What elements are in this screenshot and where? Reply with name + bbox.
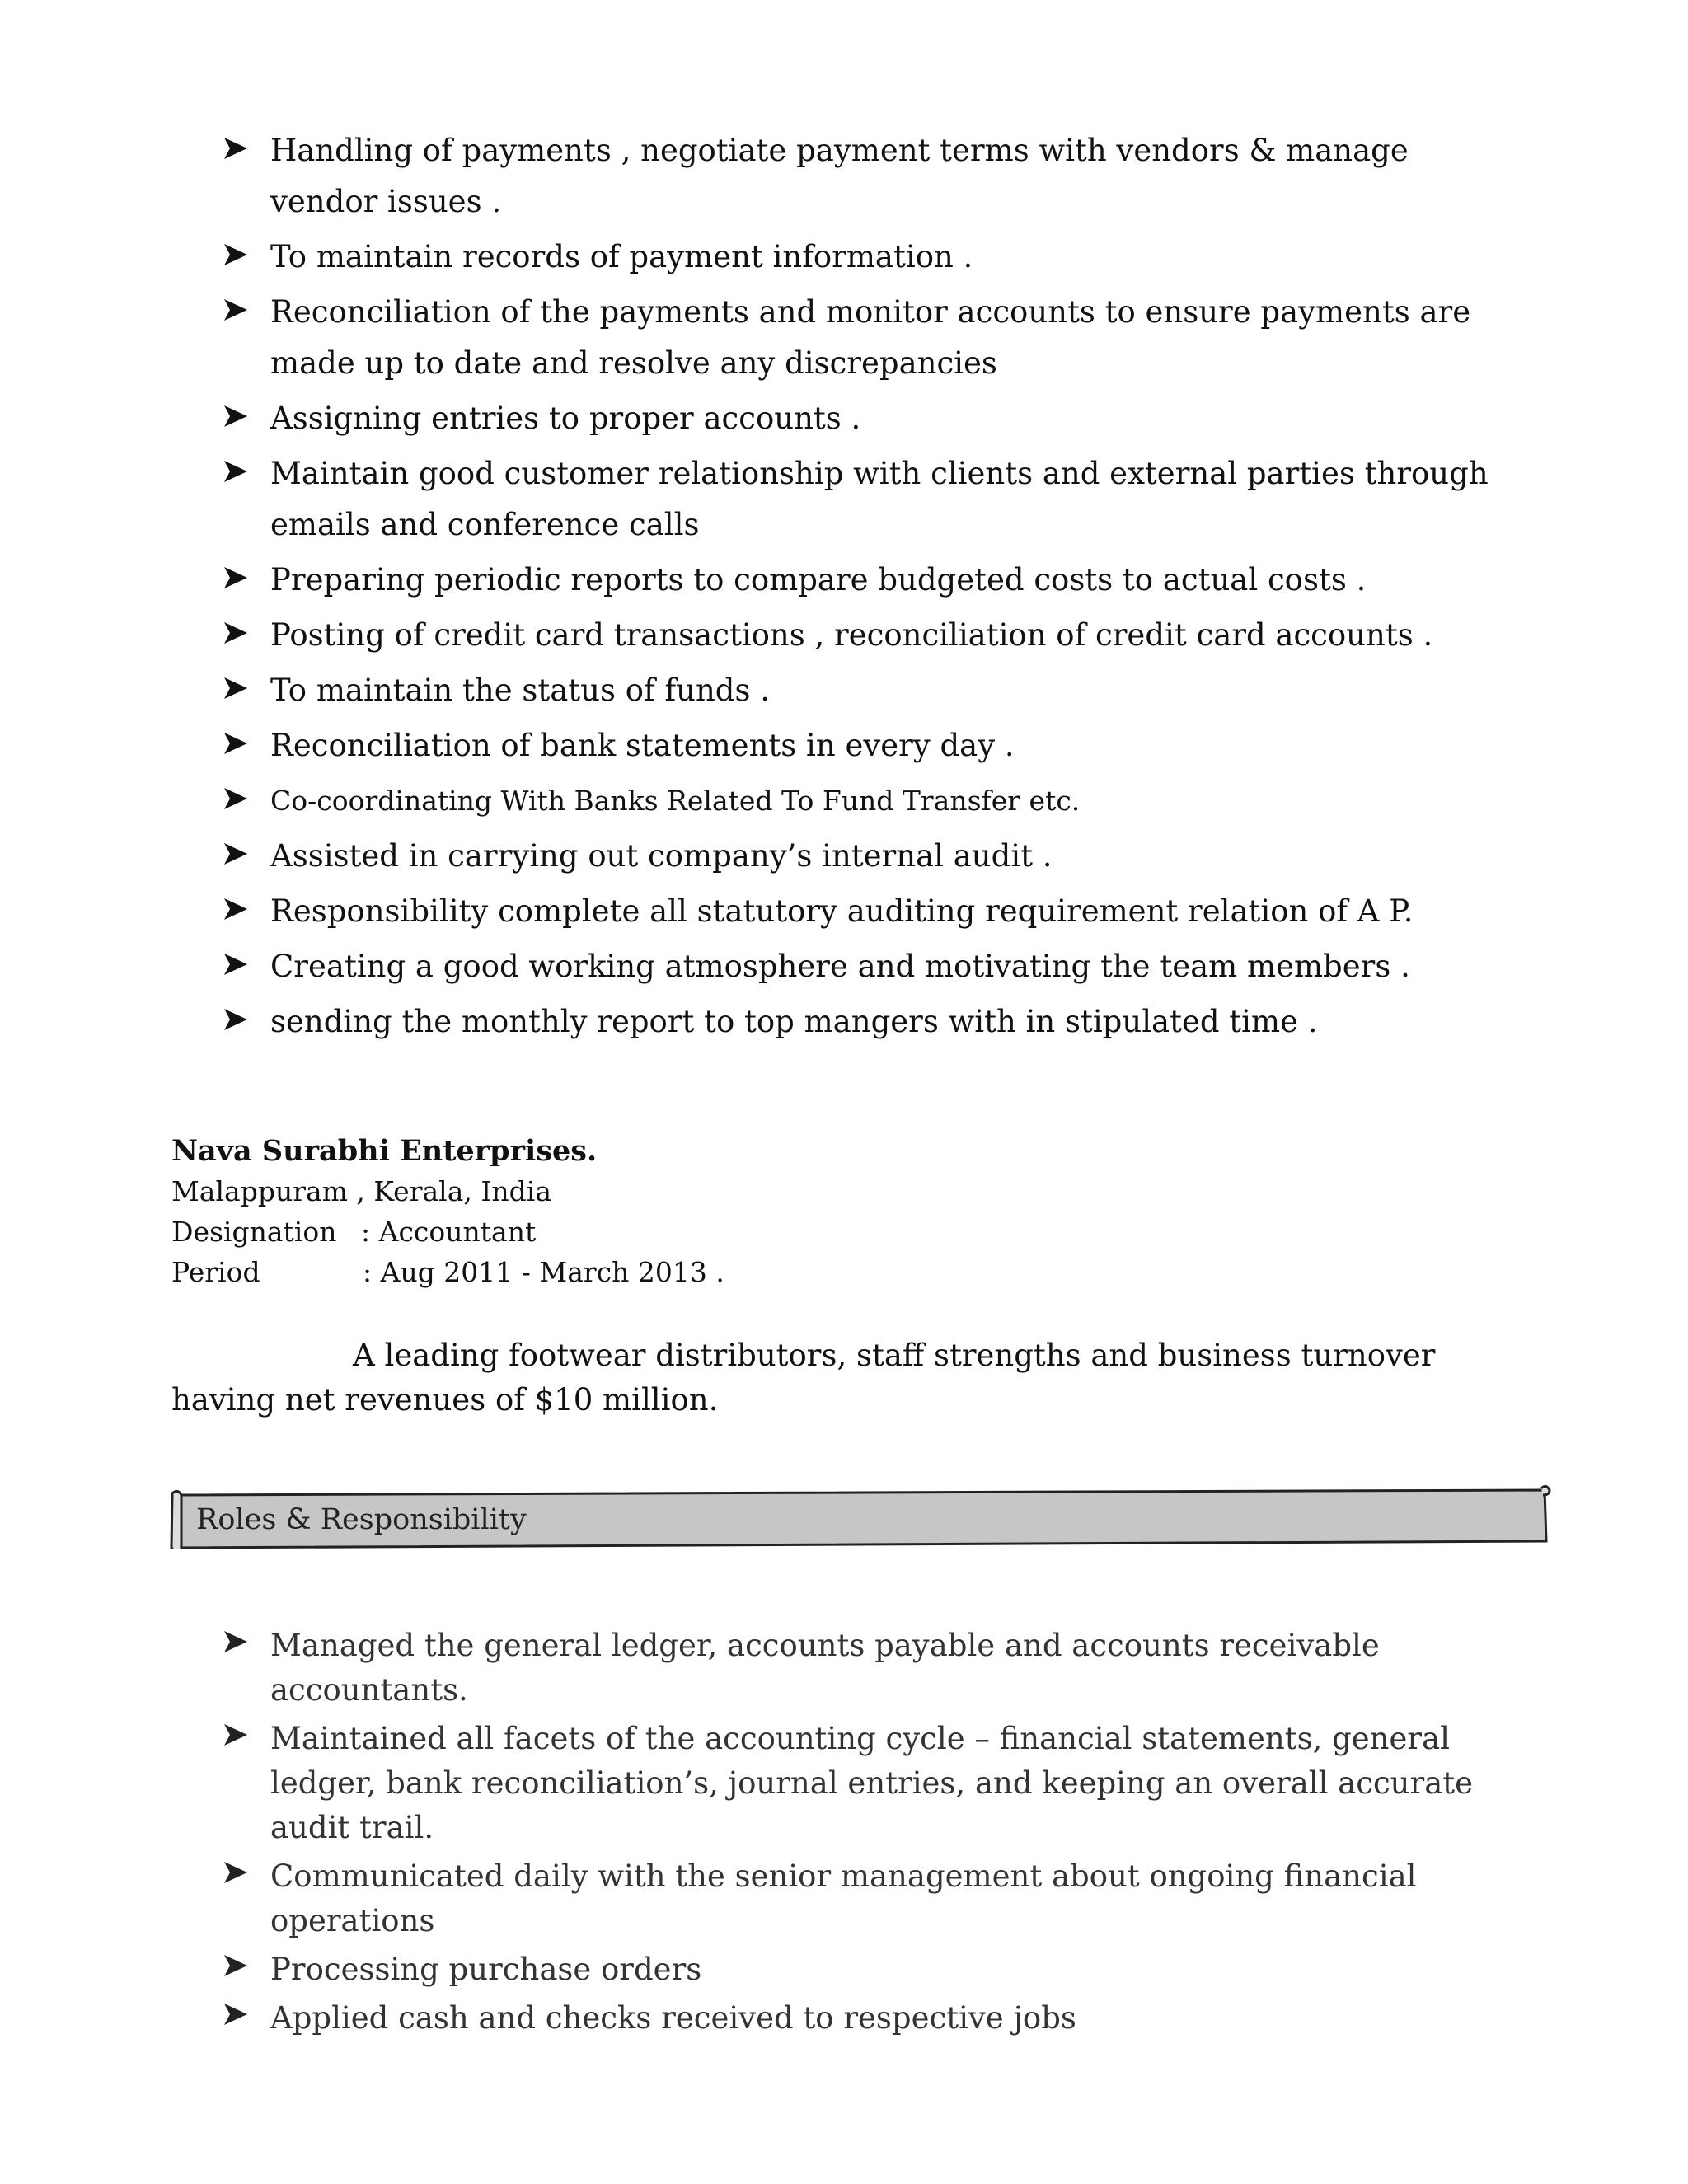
banner-title: Roles & Responsibility xyxy=(196,1503,527,1536)
company-block xyxy=(171,1131,1408,1292)
company-location: Malappuram , Kerala, India xyxy=(171,1175,552,1207)
arrow-bullet-icon xyxy=(221,618,251,648)
list-item: Reconciliation of bank statements in every day . xyxy=(221,720,1523,771)
list-item: Co-coordinating With Banks Related To Fund Transfer etc. xyxy=(221,776,1523,827)
arrow-bullet-icon xyxy=(221,1951,251,1980)
designation-row xyxy=(171,1212,1408,1252)
company-description: A leading footwear distributors, staff strengths and business turnover having net revenues of $10 million. xyxy=(171,1338,1436,1418)
list-item: To maintain the status of funds . xyxy=(221,665,1523,716)
list-item: sending the monthly report to top mangers with in stipulated time . xyxy=(221,996,1523,1047)
arrow-bullet-icon xyxy=(221,949,251,979)
list-item: Assisted in carrying out company’s internal audit . xyxy=(221,831,1523,882)
list-item: Responsibility complete all statutory auditing requirement relation of A P. xyxy=(221,886,1523,937)
period-row xyxy=(171,1252,1408,1292)
list-item: Preparing periodic reports to compare budgeted costs to actual costs . xyxy=(221,555,1523,606)
arrow-bullet-icon xyxy=(221,1999,251,2029)
arrow-bullet-icon xyxy=(221,1005,251,1034)
list-item: Processing purchase orders xyxy=(221,1947,1523,1992)
list-item: Applied cash and checks received to respective jobs xyxy=(221,1996,1523,2041)
designation-value: : Accountant xyxy=(361,1216,537,1248)
arrow-bullet-icon xyxy=(221,894,251,924)
arrow-bullet-icon xyxy=(221,729,251,758)
list-item: Posting of credit card transactions , reconciliation of credit card accounts . xyxy=(221,610,1523,661)
list-item: Managed the general ledger, accounts payable and accounts receivable accountants. xyxy=(221,1624,1523,1713)
arrow-bullet-icon xyxy=(221,563,251,593)
arrow-bullet-icon xyxy=(221,1627,251,1657)
responsibilities-list-bottom xyxy=(221,1624,1523,2045)
arrow-bullet-icon xyxy=(221,295,251,325)
list-item: Maintained all facets of the accounting cycle – financial statements, general ledger, bank reconciliation’s, journal entries, and keeping an overall accurate audit trail. xyxy=(221,1717,1523,1850)
period-value: : Aug 2011 - March 2013 . xyxy=(363,1256,724,1288)
list-item: Communicated daily with the senior management about ongoing financial operations xyxy=(221,1854,1523,1943)
list-item: Maintain good customer relationship with clients and external parties through emails and conference calls xyxy=(221,448,1523,551)
responsibilities-list-top xyxy=(221,125,1523,1052)
period-label: Period xyxy=(171,1256,260,1288)
designation-label: Designation xyxy=(171,1216,337,1248)
arrow-bullet-icon xyxy=(221,240,251,269)
list-item: Handling of payments , negotiate payment terms with vendors & manage vendor issues . xyxy=(221,125,1523,227)
list-item: Reconciliation of the payments and monitor accounts to ensure payments are made up to date and resolve any discrepancies xyxy=(221,287,1523,389)
section-banner xyxy=(168,1483,1553,1549)
arrow-bullet-icon xyxy=(221,401,251,431)
arrow-bullet-icon xyxy=(221,1858,251,1887)
arrow-bullet-icon xyxy=(221,784,251,813)
list-item: Assigning entries to proper accounts . xyxy=(221,393,1523,444)
company-name: Nava Surabhi Enterprises. xyxy=(171,1134,598,1168)
arrow-bullet-icon xyxy=(221,134,251,163)
list-item: Creating a good working atmosphere and motivating the team members . xyxy=(221,941,1523,992)
arrow-bullet-icon xyxy=(221,673,251,703)
arrow-bullet-icon xyxy=(221,457,251,486)
arrow-bullet-icon xyxy=(221,1720,251,1750)
list-item: To maintain records of payment information . xyxy=(221,232,1523,283)
arrow-bullet-icon xyxy=(221,839,251,869)
